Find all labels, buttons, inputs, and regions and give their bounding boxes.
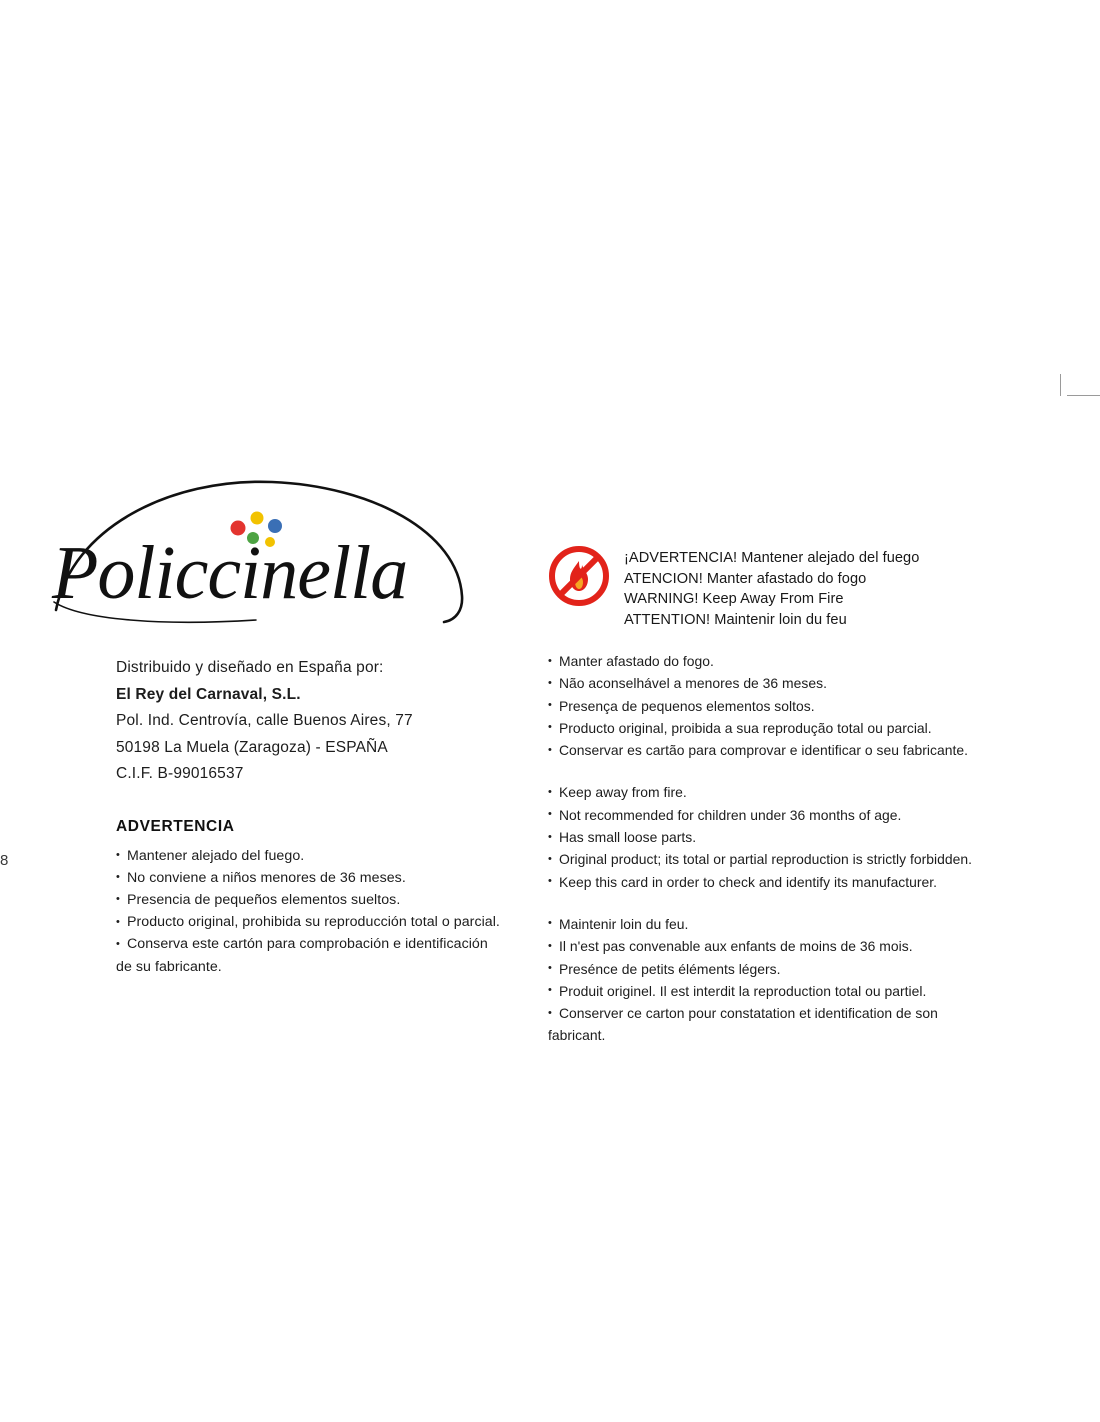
address-line-2: 50198 La Muela (Zaragoza) - ESPAÑA <box>116 738 388 756</box>
list-item: • Original product; its total or partial reproduction is strictly forbidden. <box>548 848 1018 870</box>
list-item: • Has small loose parts. <box>548 826 1018 848</box>
list-item: • Presénce de petits éléments légers. <box>548 958 1018 980</box>
list-item: • Not recommended for children under 36 months of age. <box>548 804 1018 826</box>
list-item: • Conservar es cartão para comprovar e identificar o seu fabricante. <box>548 739 1018 761</box>
warning-headlines <box>624 543 919 630</box>
warning-bullets-en <box>548 781 1018 892</box>
registration-mark-vertical <box>1060 374 1061 396</box>
multilingual-warning-block <box>548 543 1018 1047</box>
warning-bullets-fr <box>548 913 1018 1047</box>
list-item: • Producto original, proibida a sua reprodução total ou parcial. <box>548 717 1018 739</box>
list-item: • Não aconselhável a menores de 36 meses. <box>548 672 1018 694</box>
page-number: 8 <box>0 852 9 869</box>
registration-mark-horizontal <box>1067 395 1100 396</box>
list-item: • Manter afastado do fogo. <box>548 650 1018 672</box>
policcinella-logo <box>42 470 482 630</box>
list-item: • Keep away from fire. <box>548 781 1018 803</box>
list-item: • No conviene a niños menores de 36 meses. <box>116 867 516 889</box>
warning-bullets-pt <box>548 650 1018 761</box>
no-fire-warning-icon <box>548 545 610 607</box>
warning-bullets-es <box>116 845 516 978</box>
distributor-block <box>116 655 516 978</box>
list-item: • Il n'est pas convenable aux enfants de moins de 36 mois. <box>548 935 1018 957</box>
list-item: • Produit originel. Il est interdit la reproduction total ou partiel. <box>548 980 1018 1002</box>
address-line-1: Pol. Ind. Centrovía, calle Buenos Aires, 77 <box>116 712 413 729</box>
warning-headline-fr: ATTENTION! Maintenir loin du feu <box>624 611 847 628</box>
list-item-continuation: fabricant. <box>548 1027 606 1044</box>
warning-headline-es: ¡ADVERTENCIA! Mantener alejado del fuego <box>624 550 920 566</box>
list-item-continuation: de su fabricante. <box>116 958 222 975</box>
warning-heading-es: ADVERTENCIA <box>116 817 235 835</box>
list-item: • Maintenir loin du feu. <box>548 913 1018 935</box>
list-item: • Keep this card in order to check and identify its manufacturer. <box>548 871 1018 893</box>
list-item: • Presencia de pequeños elementos sueltos. <box>116 889 516 911</box>
list-item: • Presença de pequenos elementos soltos. <box>548 695 1018 717</box>
svg-text:Policcinella: Policcinella <box>52 531 408 615</box>
company-name: El Rey del Carnaval, S.L. <box>116 685 301 703</box>
list-item: • Producto original, prohibida su reproducción total o parcial. <box>116 911 516 933</box>
distributor-intro: Distribuido y diseñado en España por: <box>116 659 384 676</box>
warning-headline-pt: ATENCION! Manter afastado do fogo <box>624 570 867 587</box>
list-item: • Mantener alejado del fuego. <box>116 845 516 867</box>
warning-headline-group <box>548 543 1018 630</box>
tax-id: C.I.F. B-99016537 <box>116 765 244 782</box>
warning-headline-en: WARNING! Keep Away From Fire <box>624 591 844 607</box>
list-item: • Conserva este cartón para comprobación e identificación <box>116 933 516 955</box>
list-item: • Conserver ce carton pour constatation et identification de son <box>548 1002 1018 1024</box>
